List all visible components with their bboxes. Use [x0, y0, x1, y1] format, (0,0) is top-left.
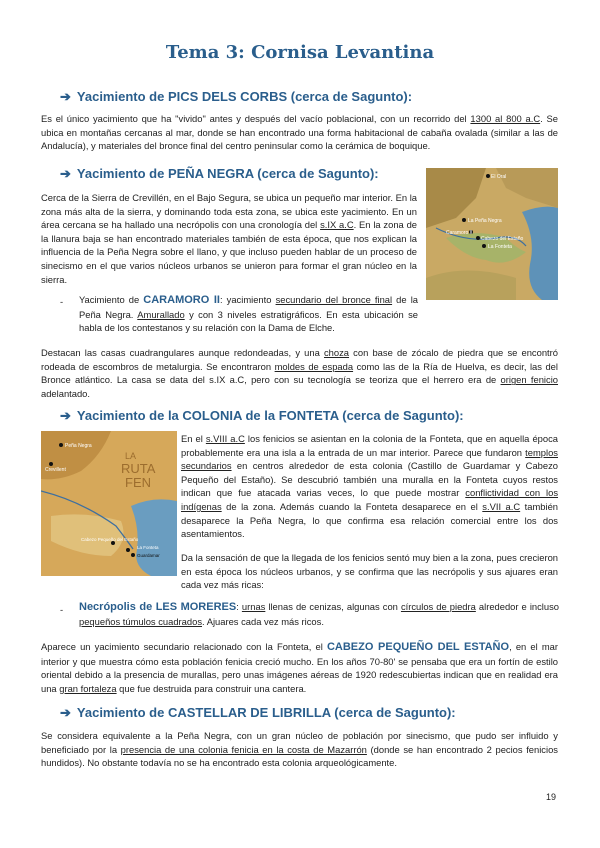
map-label: Crevillent [45, 467, 66, 473]
map-label: Peña Negra [65, 443, 92, 449]
map-overlay-text: LA [125, 451, 137, 461]
page-number: 19 [545, 792, 556, 802]
paragraph-pena-negra-2: Destacan las casas cuadrangulares aunque redondeadas, y una choza con base de zócalo de piedra que se encontró rodeada de escombros de metalurgia. Se encontraron moldes de espada como las de la Ría de Huelva, es decir, las del Bronce atlántico. La casa se data del s.IX a.C, pero con su tecnología se teoriza que el herrero era de origen fenicio adelantado. [41, 347, 559, 399]
site-name-les-moreres: Necrópolis de LES MORERES [79, 601, 237, 613]
site-name-caramoro: CARAMORO II [143, 294, 220, 306]
bullet-dash: - [60, 604, 64, 615]
map-fonteta-image [41, 431, 177, 576]
heading-text: Yacimiento de PEÑA NEGRA (cerca de Sagunto): [76, 166, 379, 181]
arrow-icon: ➔ [60, 705, 71, 720]
paragraph-pics-dels-corbs: Es el único yacimiento que ha "vivido" antes y después del vacío poblacional, con un recorrido del 1300 al 800 a.C. Se ubica en montañas cercanas al mar, donde se han encontrado una forma habitacional de cabaña ovalada (similar a las de Andalucía), y materiales del bronce final del centro peninsular como la cerámica de boquique. [41, 113, 558, 152]
bullet-dash: - [60, 296, 64, 307]
heading-text: Yacimiento de CASTELLAR DE LIBRILLA (cerca de Sagunto): [76, 705, 456, 720]
arrow-icon: ➔ [60, 166, 71, 181]
paragraph-castellar: Se considera equivalente a la Peña Negra, con un gran núcleo de población por sinecismo, que pudo ser influido y beneficiado por la presencia de una colonia fenicia en la costa de Mazarrón (donde se han encontrado 2 pecios fenicios hundidos). No obstante todavía no se ha encontrado esta colonia arqueológicamente. [41, 730, 558, 769]
section-heading-castellar [60, 705, 456, 721]
map-label: La Fonteta [488, 244, 512, 250]
bullet-caramoro: Yacimiento de CARAMORO II: yacimiento secundario del bronce final de la Peña Negra. Amurallado y con 3 niveles estratigráficos. En esta ubicación se habla de los contestanos y su relación con la Dama de Elche. [79, 294, 418, 334]
arrow-icon: ➔ [60, 89, 71, 104]
map-label: El Oral [491, 174, 507, 180]
map-label: Guardamar [137, 553, 160, 558]
page-title: Tema 3: Cornisa Levantina [165, 42, 435, 63]
paragraph-cabezo: Aparece un yacimiento secundario relacionado con la Fonteta, el CABEZO PEQUEÑO DEL ESTAÑO, en el mar interior y que muestra cómo esta población fenicia creció mucho. En los años 70-80' se pensaba que era un fortín de estilo oriental debido a la presencia de murallas, pero unas imágenes aéreas de 1920 redescubiertas indican que en realidad era una gran fortaleza que fue destruida para construir una cantera. [41, 641, 558, 694]
map-label: La Fonteta [137, 545, 159, 550]
section-heading-fonteta [60, 408, 464, 424]
arrow-icon: ➔ [60, 408, 71, 423]
heading-text: Yacimiento de PICS DELS CORBS (cerca de Sagunto): [76, 89, 413, 104]
map-label: Caramoro II [446, 230, 473, 236]
site-name-cabezo: CABEZO PEQUEÑO DEL ESTAÑO [326, 641, 510, 653]
paragraph-pena-negra-1: Cerca de la Sierra de Crevillén, en el Bajo Segura, se ubica un pequeño mar interior. En la zona más alta de la sierra, y dominando toda esta zona, se ubica este yacimiento. En un área cercana se ha hallado una necrópolis con una cronología del s.IX a.C. En la zona de la llanura baja se han encontrado materiales también de esta época, que nos explican la influencia de la Peña Negra sobre el llano, y que incluso pueden hablar de un proceso de sinecismo en el que varios núcleos urbanos se unieron para formar el gran núcleo en la sierra. [41, 192, 418, 285]
section-heading-pics-dels-corbs [60, 89, 412, 105]
heading-text: Yacimiento de la COLONIA de la FONTETA (cerca de Sagunto): [76, 408, 464, 423]
map-label: Cabezo del Estaño [481, 236, 524, 242]
map-label: La Peña Negra [468, 218, 502, 224]
map-overlay-text: FEN [125, 475, 151, 490]
map-label: Cabezo Pequeño del Estaño [81, 537, 139, 542]
map-overlay-text: RUTA [121, 461, 156, 476]
map-bajo-segura-image [426, 168, 558, 300]
section-heading-pena-negra [60, 166, 379, 182]
paragraph-fonteta-2: Da la sensación de que la llegada de los fenicios sentó muy bien a la zona, pues crecieron en esta época los núcleos urbanos, y se confirma que las necrópolis y sus ajuares eran cada vez más ricas: [181, 552, 558, 591]
bullet-les-moreres: Necrópolis de LES MORERES: urnas llenas de cenizas, algunas con círculos de piedra alrededor e incluso pequeños túmulos cuadrados. Ajuares cada vez más ricos. [79, 601, 560, 627]
paragraph-fonteta-1: En el s.VIII a.C los fenicios se asientan en la colonia de la Fonteta, que en aquella época probablemente era una isla a la entrada de un mar interior. Parece que fundaron templos secundarios en centros alrededor de esta colonia (Castillo de Guardamar y Cabezo Pequeño del Estaño). Se descubrió también una muralla en la Fonteta cuyos restos indican que fue atacada varias veces, lo que puede mostrar conflictividad con los indígenas de la zona. Además cuando la Fonteta desaparece en el s.VII a.C también desaparece la Peña Negra, lo que confirma esa relación comercial entre los dos asentamientos. [181, 433, 559, 540]
